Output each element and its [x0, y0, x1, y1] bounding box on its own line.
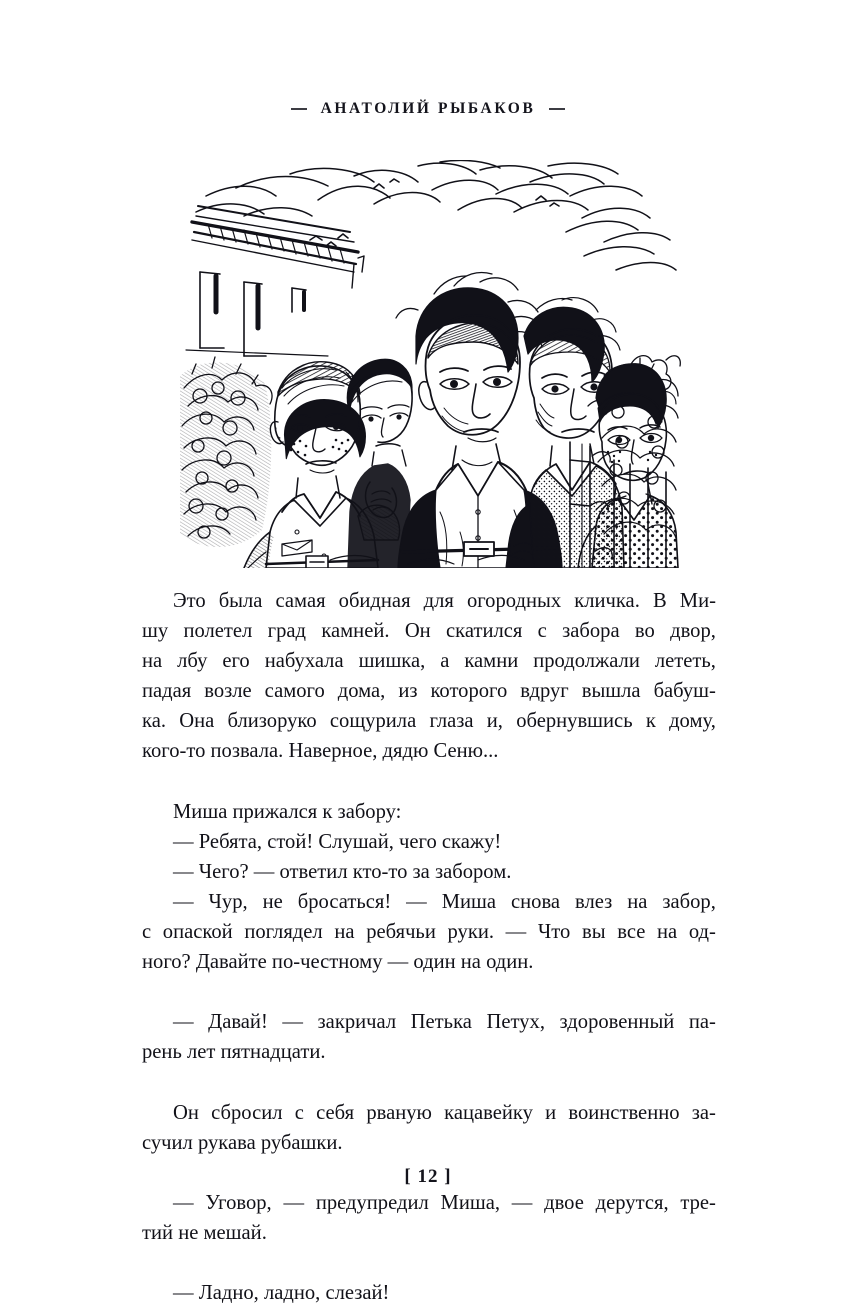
text-line: с опаской поглядел на ребячьи руки. — Что вы все на од- — [142, 921, 716, 944]
chapter-illustration — [178, 160, 682, 568]
text-line: падая возле самого дома, из которого вдруг вышла бабуш- — [142, 680, 716, 703]
text-line: ного? Давайте по-честному — один на один. — [142, 951, 534, 974]
paragraph — [142, 797, 716, 827]
text-line: сучил рукава рубашки. — [142, 1131, 343, 1154]
running-head — [0, 100, 856, 118]
paragraph-dialogue — [142, 827, 716, 857]
paragraph-dialogue — [142, 857, 716, 887]
text-line: — Уговор, — предупредил Миша, — двое дерутся, тре- — [173, 1191, 716, 1214]
text-line: — Ребята, стой! Слушай, чего скажу! — [173, 830, 502, 853]
text-line: — Чур, не бросаться! — Миша снова влез на забор, — [173, 890, 716, 913]
text-line: шу полетел град камней. Он скатился с забора во двор, — [142, 620, 716, 643]
running-head-rule-left — [291, 108, 307, 110]
paragraph-dialogue — [142, 1188, 716, 1278]
text-line: — Чего? — ответил кто-то за забором. — [173, 860, 512, 883]
text-line: — Ладно, ладно, слезай! — [173, 1282, 390, 1305]
folio-number: 12 — [417, 1166, 439, 1187]
folio-bracket-close: ] — [444, 1166, 452, 1187]
text-line: ка. Она близоруко сощурила глаза и, обернувшись к дому, — [142, 710, 716, 733]
page-number-folio — [0, 1166, 856, 1188]
running-head-title: АНАТОЛИЙ РЫБАКОВ — [320, 100, 536, 117]
paragraph-dialogue — [142, 1007, 716, 1097]
text-line: Миша прижался к забору: — [173, 800, 402, 823]
sky-strokes — [196, 160, 676, 270]
page-body-text — [142, 586, 716, 1308]
paragraph-dialogue — [142, 1278, 716, 1308]
text-line: на лбу его набухала шишка, а камни продолжали лететь, — [142, 650, 716, 673]
folio-bracket-open: [ — [404, 1166, 412, 1187]
running-head-rule-right — [549, 108, 565, 110]
text-line: — Давай! — закричал Петька Петух, здоровенный па- — [173, 1011, 716, 1034]
text-line: рень лет пятнадцати. — [142, 1041, 326, 1064]
paragraph-dialogue — [142, 887, 716, 1007]
paragraph — [142, 586, 716, 797]
house-wall — [186, 272, 328, 356]
text-line: тий не мешай. — [142, 1221, 267, 1244]
text-line: Он сбросил с себя рваную кацавейку и воинственно за- — [173, 1101, 716, 1124]
text-line: Это была самая обидная для огородных кличка. В Ми- — [173, 590, 716, 612]
text-line: кого-то позвала. Наверное, дядю Сеню... — [142, 740, 499, 763]
